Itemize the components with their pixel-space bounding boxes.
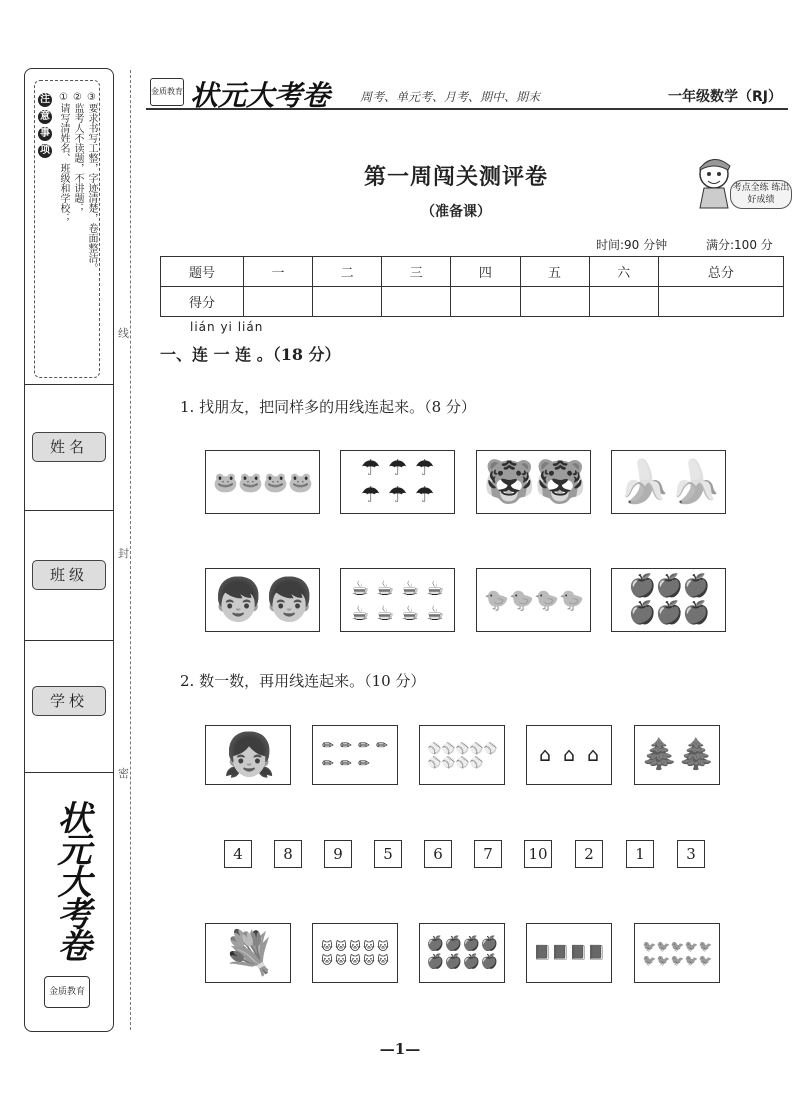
- sidebar-divider: [24, 772, 114, 773]
- number-box[interactable]: 10: [524, 840, 552, 868]
- book-icon: 📕: [533, 944, 551, 961]
- apple-icon: 🍎: [426, 953, 444, 970]
- table-cell: 一: [244, 257, 313, 287]
- q1-pic-mugs[interactable]: [340, 568, 455, 632]
- ball-icon: ⚾: [441, 741, 456, 755]
- header-brand: 状元大考卷: [190, 79, 331, 112]
- ball-icon: ⚾: [427, 741, 442, 755]
- pencil-icon: ✏: [358, 755, 370, 772]
- pencil-icon: ✏: [340, 755, 352, 772]
- cat-icon: 🐱: [377, 953, 389, 967]
- score-input-cell[interactable]: [313, 287, 382, 317]
- chick-icon: 🐤: [509, 588, 534, 612]
- bird-icon: 🐦: [698, 953, 713, 967]
- ball-icon: ⚾: [455, 755, 470, 769]
- score-input-cell[interactable]: [589, 287, 658, 317]
- cat-icon: 🐱: [321, 953, 333, 967]
- apple-icon: 🍎: [655, 573, 683, 599]
- table-cell: 二: [313, 257, 382, 287]
- chick-icon: 🐤: [484, 588, 509, 612]
- score-input-cell[interactable]: [520, 287, 589, 317]
- question-1-text: 1. 找朋友，把同样多的用线连起来。（8 分）: [180, 398, 476, 416]
- tree-icon: 🌲: [677, 737, 715, 772]
- score-input-cell[interactable]: [451, 287, 520, 317]
- tree-icon: 🌲: [640, 737, 678, 772]
- child-icon: 👦: [263, 575, 316, 624]
- score-table: [160, 256, 784, 317]
- ball-icon: ⚾: [483, 741, 498, 755]
- apple-icon: 🍎: [480, 953, 498, 970]
- cat-icon: 🐱: [349, 953, 361, 967]
- ball-icon: ⚾: [427, 755, 442, 769]
- banana-icon: 🍌: [618, 457, 671, 506]
- apple-icon: 🍎: [462, 953, 480, 970]
- mug-icon: ☕: [376, 600, 394, 625]
- mug-icon: ☕: [376, 575, 394, 600]
- bird-icon: 🐦: [656, 953, 671, 967]
- binding-cut-line: [130, 70, 131, 1030]
- number-box[interactable]: 8: [274, 840, 302, 868]
- girl-icon: 👧: [223, 730, 276, 779]
- sidebar-divider: [24, 510, 114, 511]
- sidebar-divider: [24, 384, 114, 385]
- q1-pic-apples[interactable]: [611, 568, 726, 632]
- q2-pic-apples[interactable]: [419, 923, 505, 983]
- section-title: 一、连 一 连 。（18 分）: [160, 345, 341, 364]
- chick-icon: 🐤: [534, 588, 559, 612]
- umbrella-icon: ☂: [387, 482, 408, 508]
- binding-char-seal: 封: [118, 547, 129, 560]
- apple-icon: 🍎: [628, 600, 656, 626]
- bird-icon: 🐦: [656, 939, 671, 953]
- bird-icon: 🐦: [670, 953, 685, 967]
- banana-icon: 🍌: [669, 457, 722, 506]
- pencil-icon: ✏: [358, 737, 370, 754]
- notice-char: 注: [40, 94, 50, 105]
- apple-icon: 🍎: [682, 600, 710, 626]
- q2-pic-houses[interactable]: [526, 725, 612, 785]
- number-box[interactable]: 3: [677, 840, 705, 868]
- ball-icon: ⚾: [469, 741, 484, 755]
- number-box[interactable]: 7: [474, 840, 502, 868]
- notice-line-2: ②监考人不读题，不讲题；: [72, 92, 83, 213]
- name-label: 姓名: [32, 432, 106, 462]
- page-title: 第一周闯关测评卷: [363, 164, 548, 190]
- frog-icon: 🐸: [288, 470, 313, 494]
- header-subtitle: 周考、单元考、月考、期中、期末: [360, 90, 541, 104]
- pencil-icon: ✏: [322, 737, 334, 754]
- grade-label: 一年级数学（RJ）: [668, 89, 782, 105]
- table-cell: 三: [382, 257, 451, 287]
- q2-pic-girl[interactable]: [205, 725, 291, 785]
- cat-icon: 🐱: [349, 939, 361, 953]
- cat-icon: 🐱: [363, 953, 375, 967]
- cat-icon: 🐱: [335, 939, 347, 953]
- table-cell: 得分: [161, 287, 244, 317]
- mascot-badge: 考点全练 练出好成绩: [730, 180, 792, 209]
- question-2-text: 2. 数一数，再用线连起来。（10 分）: [180, 672, 426, 690]
- mug-icon: ☕: [426, 600, 444, 625]
- q2-pic-bouquet[interactable]: [205, 923, 291, 983]
- table-cell: 题号: [161, 257, 244, 287]
- frog-icon: 🐸: [238, 470, 263, 494]
- number-box[interactable]: 4: [224, 840, 252, 868]
- table-cell: 四: [451, 257, 520, 287]
- notice-title: [38, 92, 54, 160]
- score-input-cell[interactable]: [382, 287, 451, 317]
- q1-pic-umbrellas[interactable]: [340, 450, 455, 514]
- school-label: 学校: [32, 686, 106, 716]
- child-icon: 👦: [212, 575, 265, 624]
- book-icon: 📕: [587, 944, 605, 961]
- bird-icon: 🐦: [670, 939, 685, 953]
- apple-icon: 🍎: [682, 573, 710, 599]
- apple-icon: 🍎: [462, 935, 480, 952]
- pencil-icon: ✏: [376, 737, 388, 754]
- number-box[interactable]: 6: [424, 840, 452, 868]
- apple-icon: 🍎: [426, 935, 444, 952]
- house-icon: ⌂: [586, 743, 600, 766]
- page-number: —1—: [379, 1040, 421, 1058]
- notice-char: 项: [40, 145, 50, 156]
- binding-char-line: 线: [118, 327, 129, 340]
- number-box[interactable]: 9: [324, 840, 352, 868]
- table-cell: 六: [589, 257, 658, 287]
- q1-pic-bananas[interactable]: [611, 450, 726, 514]
- mug-icon: ☕: [351, 600, 369, 625]
- number-box[interactable]: 2: [575, 840, 603, 868]
- bird-icon: 🐦: [684, 939, 699, 953]
- score-table-score-row: [161, 287, 784, 317]
- umbrella-icon: ☂: [414, 482, 435, 508]
- cat-icon: 🐱: [377, 939, 389, 953]
- binding-char-secret: 密: [118, 767, 129, 780]
- book-icon: 📕: [569, 944, 587, 961]
- house-icon: ⌂: [538, 743, 552, 766]
- ball-icon: ⚾: [469, 755, 484, 769]
- sidebar-divider: [24, 640, 114, 641]
- q1-pic-tigers[interactable]: [476, 450, 591, 514]
- apple-icon: 🍎: [655, 600, 683, 626]
- q1-pic-chicks[interactable]: [476, 568, 591, 632]
- cat-icon: 🐱: [363, 939, 375, 953]
- mug-icon: ☕: [401, 575, 419, 600]
- header-logo: 金质教育: [150, 78, 184, 106]
- q2-pic-trees[interactable]: [634, 725, 720, 785]
- pencil-icon: ✏: [322, 755, 334, 772]
- q2-pic-balls[interactable]: [419, 725, 505, 785]
- umbrella-icon: ☂: [360, 455, 381, 481]
- q1-pic-children[interactable]: [205, 568, 320, 632]
- tiger-icon: 🐯: [534, 457, 587, 506]
- full-score: 满分:100 分: [706, 238, 773, 252]
- tiger-icon: 🐯: [483, 457, 536, 506]
- notice-char: 意: [40, 111, 50, 122]
- umbrella-icon: ☂: [387, 455, 408, 481]
- frog-icon: 🐸: [263, 470, 288, 494]
- notice-line-3: ③要求书写工整，字迹清楚，卷面整洁。: [86, 92, 97, 273]
- q2-pic-cats[interactable]: [312, 923, 398, 983]
- number-box[interactable]: 5: [374, 840, 402, 868]
- pencil-icon: ✏: [340, 737, 352, 754]
- table-cell: 五: [520, 257, 589, 287]
- mug-icon: ☕: [401, 600, 419, 625]
- chick-icon: 🐤: [559, 588, 584, 612]
- apple-icon: 🍎: [628, 573, 656, 599]
- bird-icon: 🐦: [642, 953, 657, 967]
- bird-icon: 🐦: [642, 939, 657, 953]
- score-input-cell[interactable]: [244, 287, 313, 317]
- bird-icon: 🐦: [684, 953, 699, 967]
- q2-pic-birds[interactable]: [634, 923, 720, 983]
- apple-icon: 🍎: [444, 953, 462, 970]
- frog-icon: 🐸: [213, 470, 238, 494]
- publisher-logo: 金质教育: [44, 976, 90, 1008]
- ball-icon: ⚾: [455, 741, 470, 755]
- book-icon: 📕: [551, 944, 569, 961]
- score-input-cell[interactable]: [658, 287, 783, 317]
- house-icon: ⌂: [562, 743, 576, 766]
- header-rule: [146, 108, 788, 110]
- apple-icon: 🍎: [480, 935, 498, 952]
- class-label: 班级: [32, 560, 106, 590]
- score-table-header-row: [161, 257, 784, 287]
- q1-pic-frogs[interactable]: [205, 450, 320, 514]
- umbrella-icon: ☂: [360, 482, 381, 508]
- page-subtitle: （准备课）: [421, 204, 491, 220]
- notice-char: 事: [40, 128, 50, 139]
- umbrella-icon: ☂: [414, 455, 435, 481]
- bird-icon: 🐦: [698, 939, 713, 953]
- apple-icon: 🍎: [444, 935, 462, 952]
- q2-pic-pencils[interactable]: [312, 725, 398, 785]
- cat-icon: 🐱: [335, 953, 347, 967]
- flower-bouquet-icon: 💐: [223, 928, 276, 977]
- mug-icon: ☕: [351, 575, 369, 600]
- mug-icon: ☕: [426, 575, 444, 600]
- ball-icon: ⚾: [441, 755, 456, 769]
- time-limit: 时间:90 分钟: [596, 238, 668, 252]
- number-box[interactable]: 1: [626, 840, 654, 868]
- q2-pic-books[interactable]: [526, 923, 612, 983]
- section-pinyin: lián yi lián: [190, 320, 264, 334]
- notice-line-1: ①请写清姓名、班级和学校；: [58, 92, 69, 223]
- cat-icon: 🐱: [321, 939, 333, 953]
- sidebar-brand: 状元大考卷: [51, 800, 91, 960]
- table-cell: 总分: [658, 257, 783, 287]
